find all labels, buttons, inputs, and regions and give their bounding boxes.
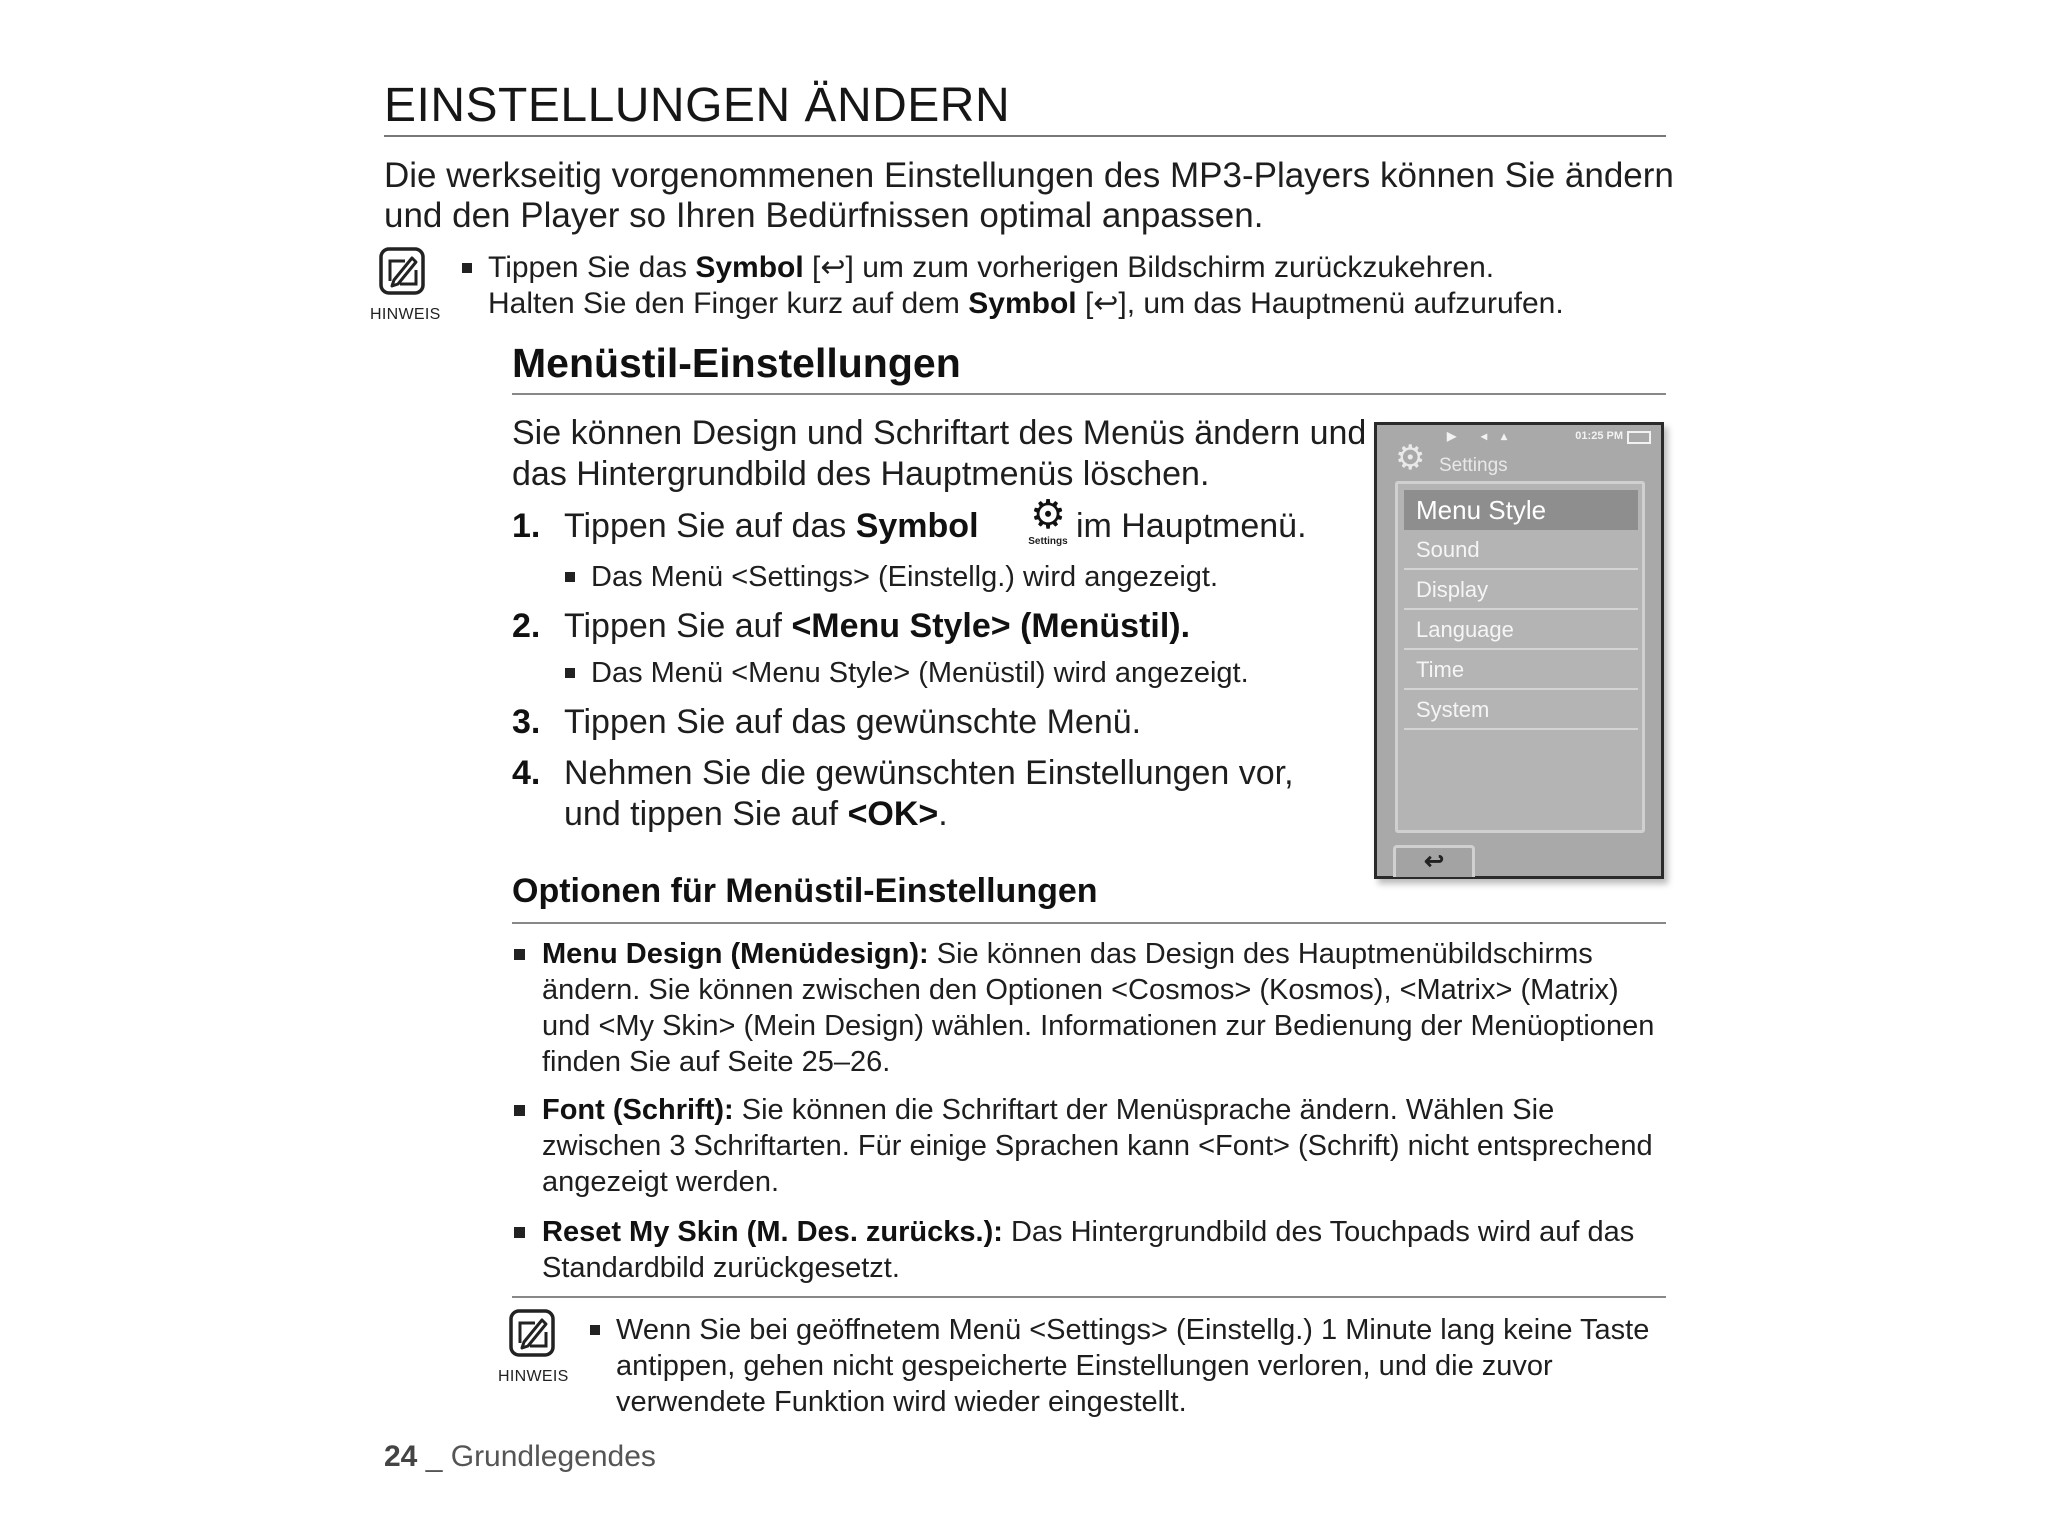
note-item — [460, 250, 1680, 322]
option-reset-my-skin — [512, 1214, 1672, 1286]
menu-item-language[interactable]: Language — [1404, 610, 1638, 650]
menu-item-display[interactable]: Display — [1404, 570, 1638, 610]
step-number: 2. — [512, 607, 541, 645]
note-text: Tippen Sie das — [488, 251, 696, 284]
note-bold-text: Symbol — [968, 287, 1077, 320]
option-term: Reset My Skin (M. Des. zurücks.): — [542, 1216, 1003, 1248]
page-number: 24 — [384, 1440, 418, 1473]
menu-item-system[interactable]: System — [1404, 690, 1638, 730]
play-icon: ▶ — [1447, 429, 1457, 443]
gear-icon: ⚙ — [1030, 493, 1066, 537]
device-clock: 01:25 PM — [1575, 430, 1623, 442]
option-description: Das Hintergrundbild des Touchpads wird auf das Standardbild zurückgesetzt. — [542, 1216, 1635, 1284]
options-divider — [512, 922, 1666, 924]
note-icon — [378, 246, 426, 301]
footer-section: Grundlegendes — [450, 1440, 656, 1473]
step-text: Tippen Sie auf das — [564, 507, 856, 545]
step-bold-text: <OK> — [847, 795, 939, 833]
note-text: [ — [803, 251, 821, 284]
device-header: Settings — [1439, 455, 1508, 476]
note2-text: Wenn Sie bei geöffnetem Menü <Settings> (Einstellg.) 1 Minute lang keine Taste antippen, gehen nicht gespeicherte Einstellungen verloren, und die zuvor verwendete Funktion wird wieder eingestellt. — [588, 1312, 1706, 1420]
note-label: HINWEIS — [498, 1368, 569, 1385]
option-font — [512, 1092, 1672, 1200]
step-3 — [512, 702, 1141, 743]
section-heading: Menüstil-Einstellungen — [512, 340, 961, 386]
pencil-note-icon — [508, 1308, 556, 1358]
option-term: Menu Design (Menüdesign): — [542, 938, 929, 970]
step-number: 1. — [512, 507, 541, 545]
step-text: und tippen Sie auf — [564, 795, 848, 833]
options-heading: Optionen für Menüstil-Einstellungen — [512, 872, 1098, 910]
note-bold-text: Symbol — [695, 251, 804, 284]
note-icon — [508, 1308, 556, 1363]
option-description: Sie können das Design des Hauptmenübildschirms ändern. Sie können zwischen den Optionen <Cosmos> (Kosmos), <Matrix> (Matrix) und <My Skin> (Mein Design) wählen. Informationen zur Bedienung der Menüoptionen finden Sie auf Seite 25–26. — [542, 938, 1655, 1078]
step-text: . — [938, 795, 948, 833]
menu-item-time[interactable]: Time — [1404, 650, 1638, 690]
page-footer — [384, 1440, 656, 1474]
volume-icon: ◂ — [1481, 429, 1488, 443]
step-1 — [512, 506, 1307, 547]
note-text: Halten Sie den Finger kurz auf dem — [488, 287, 969, 320]
battery-icon — [1627, 431, 1651, 444]
back-arrow-icon: ↩ — [820, 251, 846, 284]
menu-item-sound[interactable]: Sound — [1404, 530, 1638, 570]
settings-symbol — [1022, 494, 1074, 548]
step-2 — [512, 606, 1190, 647]
step-number: 4. — [512, 754, 541, 792]
lock-icon: ▴ — [1501, 429, 1508, 443]
option-description: Sie können die Schriftart der Menüsprache ändern. Wählen Sie zwischen 3 Schriftarten. Für einige Sprachen kann <Font> (Schrift) nicht entsprechend angezeigt werden. — [542, 1094, 1653, 1198]
pencil-note-icon — [378, 246, 426, 296]
step-text: Nehmen Sie die gewünschten Einstellungen vor, — [564, 754, 1294, 792]
footer-separator: _ — [417, 1440, 451, 1473]
step-text: Tippen Sie auf — [564, 607, 792, 645]
title-divider — [384, 135, 1666, 137]
step-1-sub: Das Menü <Settings> (Einstellg.) wird angezeigt. — [563, 559, 1218, 595]
note-text: [ — [1076, 287, 1094, 320]
intro-paragraph: Die werkseitig vorgenommenen Einstellungen des MP3-Players können Sie ändern und den Player so Ihren Bedürfnissen optimal anpassen. — [384, 156, 1674, 235]
step-text: Tippen Sie auf das gewünschte Menü. — [564, 703, 1142, 741]
page-title: EINSTELLUNGEN ÄNDERN — [384, 79, 1011, 132]
settings-symbol-label: Settings — [1028, 536, 1068, 547]
settings-gear-icon: ⚙ — [1395, 439, 1426, 477]
step-2-sub: Das Menü <Menu Style> (Menüstil) wird angezeigt. — [563, 655, 1249, 691]
note-text: ] um zum vorherigen Bildschirm zurückzukehren. — [845, 251, 1495, 284]
back-arrow-icon: ↩ — [1093, 287, 1119, 320]
step-text: im Hauptmenü. — [1066, 507, 1307, 545]
note-label: HINWEIS — [370, 306, 441, 323]
step-bold-text: <Menu Style> (Menüstil). — [791, 607, 1191, 645]
device-back-button[interactable] — [1393, 845, 1475, 877]
menu-item-menu-style[interactable]: Menu Style — [1404, 490, 1638, 530]
step-number: 3. — [512, 703, 541, 741]
note-text: ], um das Hauptmenü aufzurufen. — [1118, 287, 1564, 320]
device-menu-list — [1395, 481, 1645, 833]
device-screenshot — [1374, 422, 1664, 879]
note2-divider — [512, 1296, 1666, 1298]
section-divider — [512, 393, 1666, 395]
step-bold-text: Symbol — [855, 507, 979, 545]
section-intro: Sie können Design und Schriftart des Menüs ändern und das Hintergrundbild des Hauptmenüs löschen. — [512, 414, 1367, 493]
step-4 — [512, 753, 1294, 835]
option-menu-design — [512, 936, 1672, 1080]
option-term: Font (Schrift): — [542, 1094, 734, 1126]
back-arrow-icon: ↩ — [1423, 848, 1445, 875]
note-list — [460, 250, 1680, 322]
